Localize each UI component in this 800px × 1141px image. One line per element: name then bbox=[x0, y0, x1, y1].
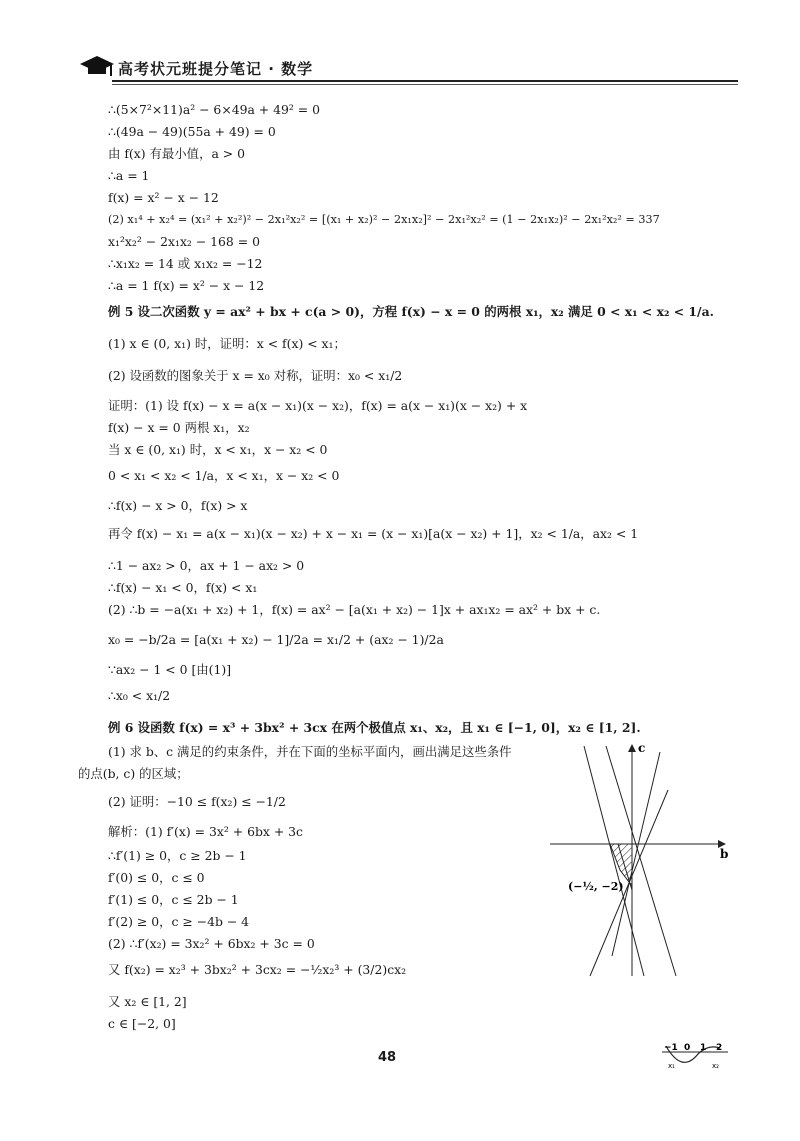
c-axis-label: c bbox=[638, 741, 646, 755]
c-axis-arrow bbox=[628, 744, 636, 752]
text-line: f′(2) ≥ 0，c ≥ −4b − 4 bbox=[108, 914, 250, 929]
mini-label: −1 bbox=[664, 1043, 678, 1053]
boundary-line bbox=[584, 746, 644, 976]
text-line: ∴a = 1 bbox=[108, 168, 150, 183]
point-label: (−½, −2) bbox=[568, 880, 624, 893]
text-line: ∴f′(1) ≥ 0，c ≥ 2b − 1 bbox=[108, 848, 247, 863]
text-line: 的点(b, c) 的区域； bbox=[78, 766, 189, 781]
roots-number-line-figure bbox=[662, 1040, 732, 1070]
text-line: 又 f(x₂) = x₂³ + 3bx₂² + 3cx₂ = −½x₂³ + (3/2)cx₂ bbox=[108, 962, 407, 977]
text-line: f′(1) ≤ 0，c ≤ 2b − 1 bbox=[108, 892, 239, 907]
text-line: 0 < x₁ < x₂ < 1/a，x < x₁，x − x₂ < 0 bbox=[108, 468, 340, 483]
text-line: 证明：(1) 设 f(x) − x = a(x − x₁)(x − x₂)，f(x) = a(x − x₁)(x − x₂) + x bbox=[108, 398, 528, 413]
book-title: 高考状元班提分笔记 · 数学 bbox=[118, 60, 314, 78]
text-line: ∴f(x) − x > 0，f(x) > x bbox=[108, 498, 248, 513]
text-line: 再令 f(x) − x₁ = a(x − x₁)(x − x₂) + x − x₁ = (x − x₁)[a(x − x₂) + 1]，x₂ < 1/a，ax₂ < 1 bbox=[108, 526, 639, 541]
mini-sub-label: x₁ bbox=[668, 1062, 675, 1070]
text-line: (2) 证明：−10 ≤ f(x₂) ≤ −1/2 bbox=[108, 794, 286, 809]
graduation-cap-icon bbox=[78, 52, 116, 80]
header-divider bbox=[112, 80, 738, 82]
constraint-region-graph bbox=[548, 740, 738, 980]
text-line: (1) x ∈ (0, x₁) 时，证明：x < f(x) < x₁； bbox=[108, 336, 346, 351]
mini-label: 2 bbox=[716, 1043, 723, 1053]
text-line: ∵ax₂ − 1 < 0 [由(1)] bbox=[108, 662, 232, 677]
text-line: f′(0) ≤ 0，c ≤ 0 bbox=[108, 870, 205, 885]
text-line: f(x) = x² − x − 12 bbox=[108, 190, 219, 205]
text-line: ∴x₀ < x₁/2 bbox=[108, 688, 171, 703]
text-line: (2) x₁⁴ + x₂⁴ = (x₁² + x₂²)² − 2x₁²x₂² = [(x₁ + x₂)² − 2x₁x₂]² − 2x₁²x₂² = (1 − 2x₁x₂)² − 2x₁²x₂² = 337 bbox=[108, 213, 660, 226]
text-line: 解析：(1) f′(x) = 3x² + 6bx + 3c bbox=[108, 824, 303, 839]
text-line: c ∈ [−2, 0] bbox=[108, 1016, 176, 1031]
text-line: x₁²x₂² − 2x₁x₂ − 168 = 0 bbox=[108, 234, 260, 249]
page-header bbox=[78, 52, 738, 84]
text-line: ∴x₁x₂ = 14 或 x₁x₂ = −12 bbox=[108, 256, 263, 271]
header-divider-thin bbox=[112, 84, 738, 85]
text-line: 又 x₂ ∈ [1, 2] bbox=[108, 994, 187, 1009]
text-line: ∴(49a − 49)(55a + 49) = 0 bbox=[108, 124, 276, 139]
text-line: f(x) − x = 0 两根 x₁，x₂ bbox=[108, 420, 250, 435]
example-heading: 例 6 设函数 f(x) = x³ + 3bx² + 3cx 在两个极值点 x₁、x₂，且 x₁ ∈ [−1, 0]，x₂ ∈ [1, 2]. bbox=[108, 720, 641, 735]
text-line: ∴(5×7²×11)a² − 6×49a + 49² = 0 bbox=[108, 102, 320, 117]
text-line: 由 f(x) 有最小值，a > 0 bbox=[108, 146, 245, 161]
text-line: ∴a = 1 f(x) = x² − x − 12 bbox=[108, 278, 265, 293]
text-line: ∴f(x) − x₁ < 0，f(x) < x₁ bbox=[108, 580, 258, 595]
page-number: 48 bbox=[378, 1050, 397, 1065]
b-axis-label: b bbox=[720, 847, 729, 861]
example-heading: 例 5 设二次函数 y = ax² + bx + c(a > 0)，方程 f(x) − x = 0 的两根 x₁，x₂ 满足 0 < x₁ < x₂ < 1/a. bbox=[108, 304, 714, 319]
text-line: (2) ∴b = −a(x₁ + x₂) + 1，f(x) = ax² − [a(x₁ + x₂) − 1]x + ax₁x₂ = ax² + bx + c. bbox=[108, 602, 601, 617]
text-line: (2) 设函数的图象关于 x = x₀ 对称，证明：x₀ < x₁/2 bbox=[108, 368, 403, 383]
text-line: x₀ = −b/2a = [a(x₁ + x₂) − 1]/2a = x₁/2 + (ax₂ − 1)/2a bbox=[108, 632, 444, 647]
mini-sub-label: x₂ bbox=[712, 1062, 719, 1070]
mini-label: 1 bbox=[700, 1043, 707, 1053]
text-line: (1) 求 b、c 满足的约束条件，并在下面的坐标平面内，画出满足这些条件 bbox=[108, 744, 512, 759]
text-line: ∴1 − ax₂ > 0，ax + 1 − ax₂ > 0 bbox=[108, 558, 305, 573]
mini-label: 0 bbox=[684, 1043, 691, 1053]
text-line: (2) ∴f′(x₂) = 3x₂² + 6bx₂ + 3c = 0 bbox=[108, 936, 315, 951]
text-line: 当 x ∈ (0, x₁) 时，x < x₁，x − x₂ < 0 bbox=[108, 442, 328, 457]
